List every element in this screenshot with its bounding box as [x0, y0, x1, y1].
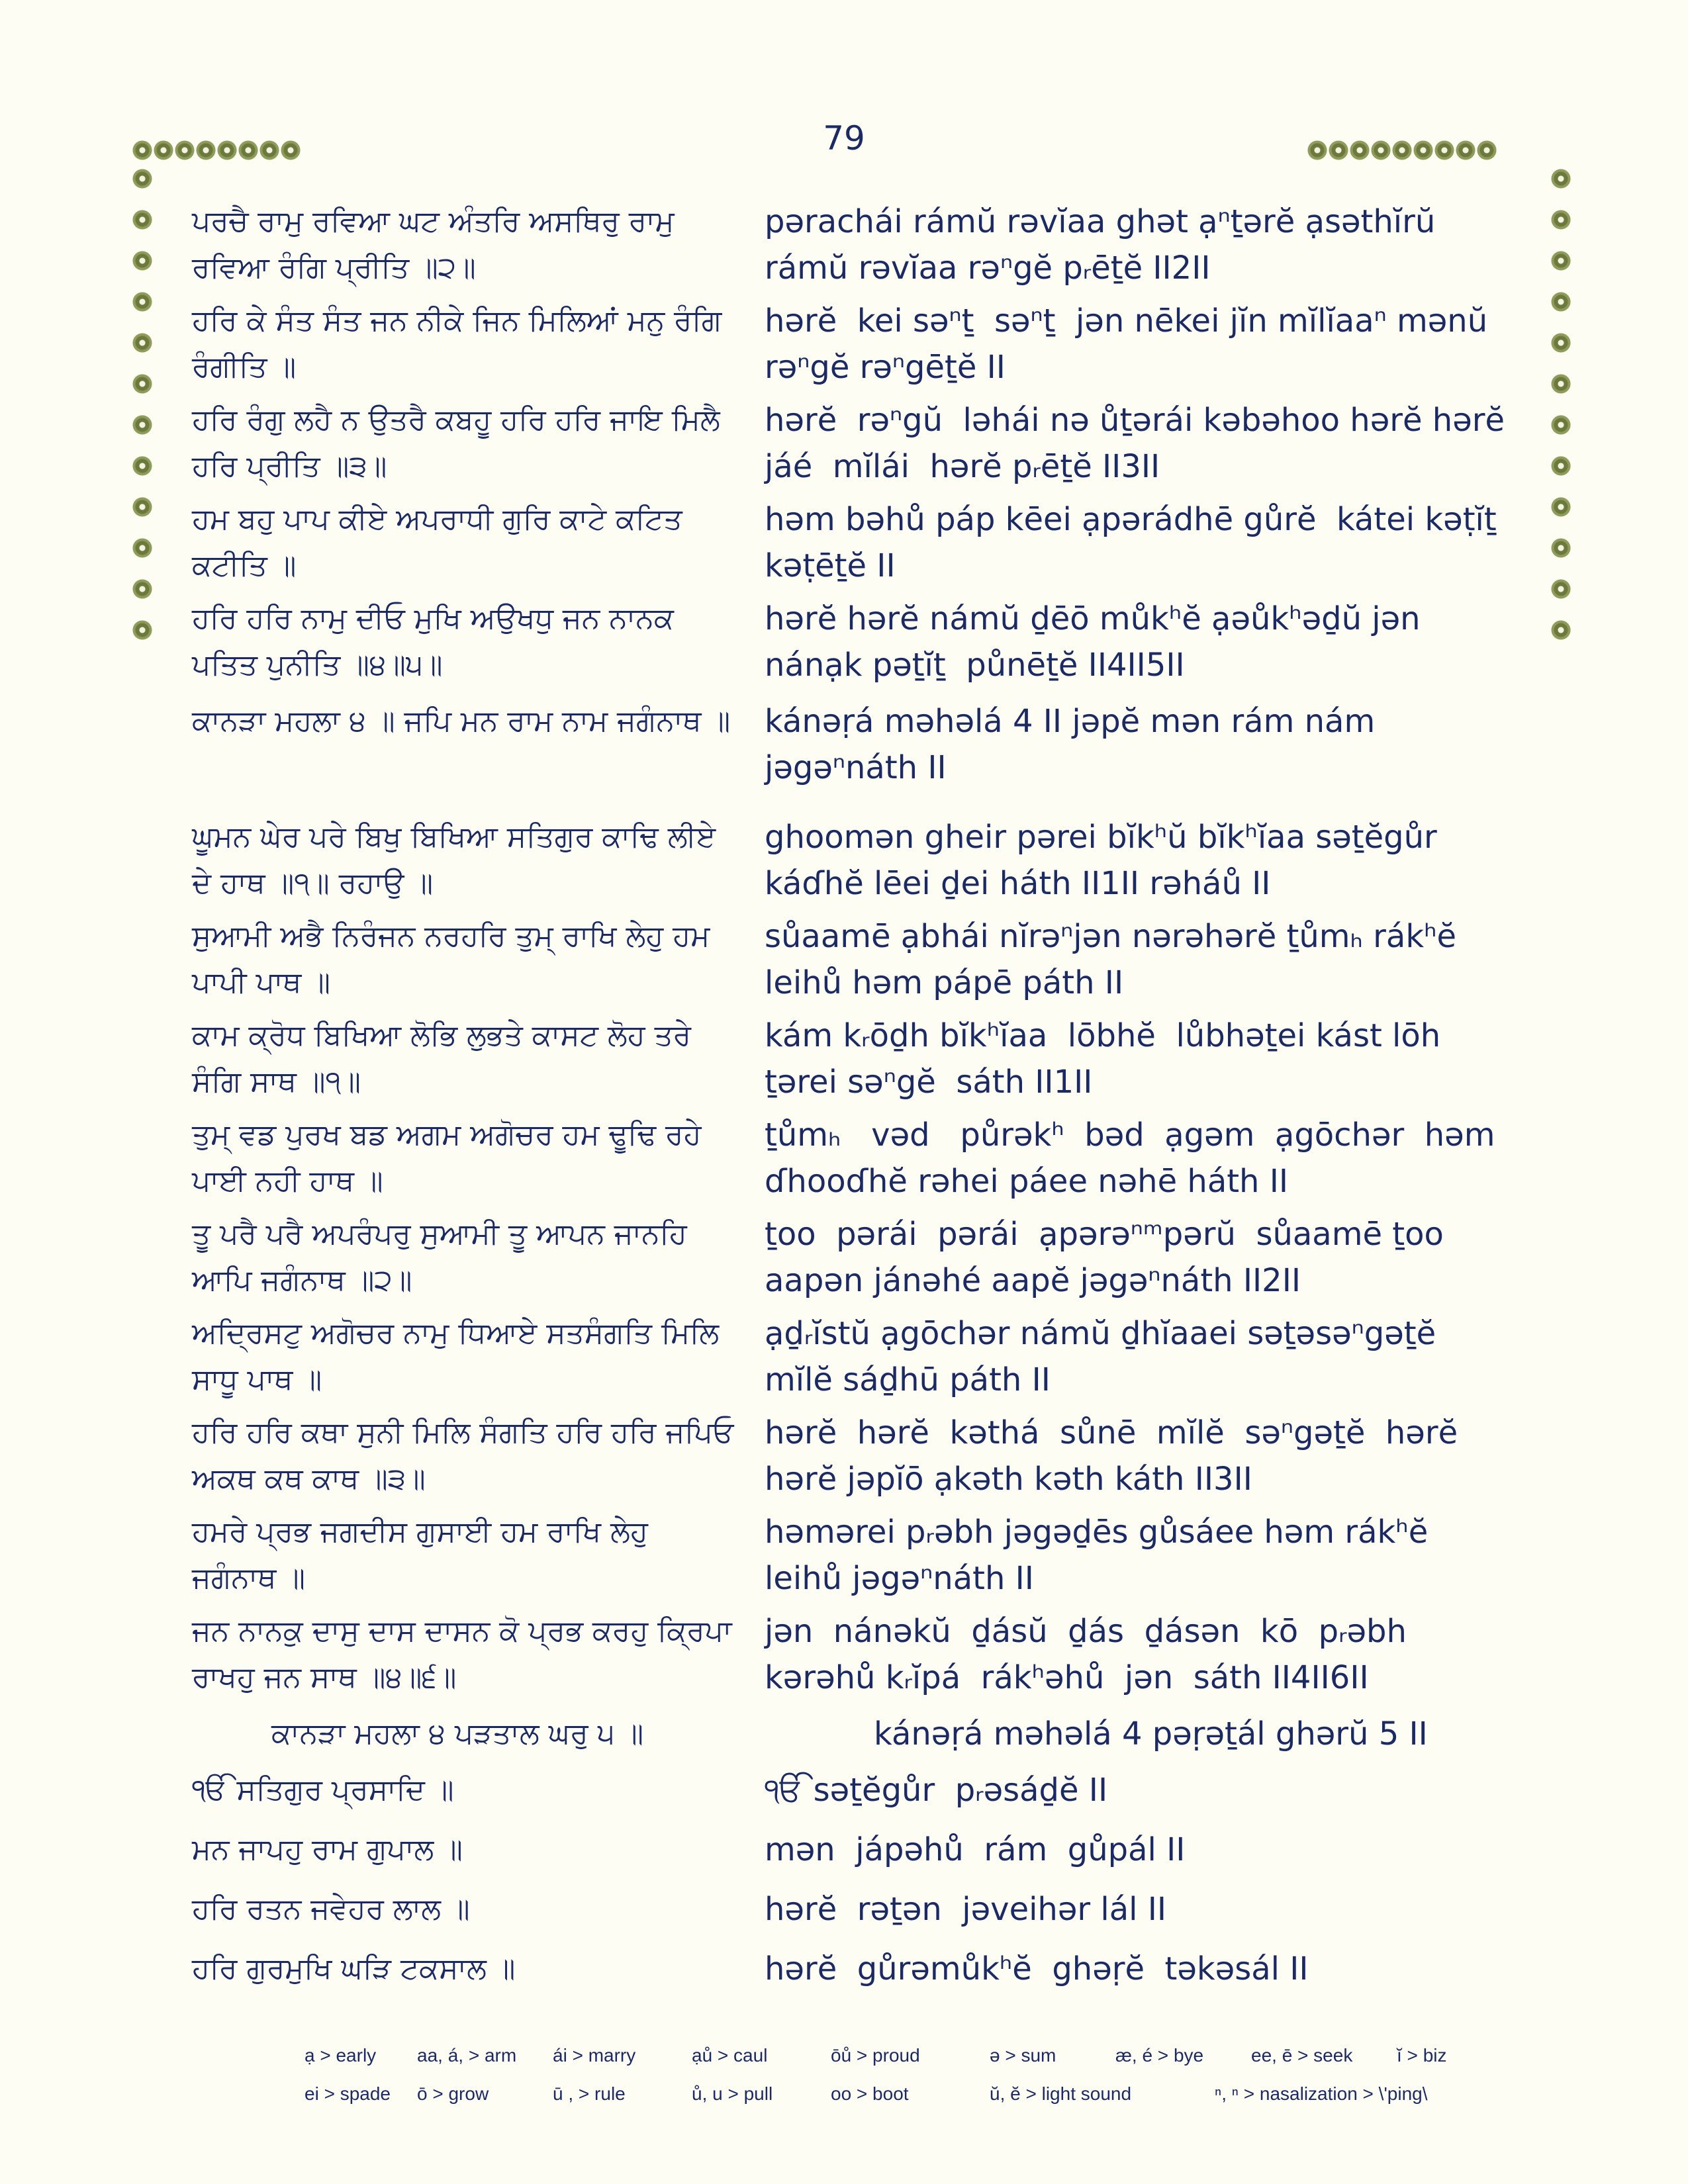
flower-ornament — [1434, 140, 1454, 160]
flower-ornament — [132, 210, 152, 230]
flower-ornament — [132, 140, 152, 160]
flower-ornament — [175, 140, 195, 160]
legend-item: ạů > caul — [692, 2045, 768, 2066]
gurmukhi-verse: ਹਮਰੇ ਪ੍ਰਭ ਜਗਦੀਸ ਗੁਸਾਈ ਹਮ ਰਾਖਿ ਲੇਹੁ ਜਗੰਨਾਥ ॥ — [192, 1515, 648, 1595]
gurmukhi-verse: ਕਾਮ ਕ੍ਰੋਧ ਬਿਖਿਆ ਲੋਭਿ ਲੁਭਤੇ ਕਾਸਟ ਲੋਹ ਤਰੇ ਸੰਗਿ ਸਾਥ ॥੧॥ — [192, 1019, 692, 1099]
gurmukhi-verse: ਕਾਨੜਾ ਮਹਲਾ ੪ ॥ ਜਪਿ ਮਨ ਰਾਮ ਨਾਮ ਜਗੰਨਾਥ ॥ — [192, 704, 731, 738]
flower-ornament — [281, 140, 301, 160]
gurmukhi-verse: ਤੂ ਪਰੈ ਪਰੈ ਅਪਰੰਪਰੁ ਸੁਆਮੀ ਤੂ ਆਪਨ ਜਾਨਹਿ ਆਪਿ ਜਗੰਨਾਥ ॥੨॥ — [192, 1217, 687, 1297]
flower-ornament — [1329, 140, 1348, 160]
gurmukhi-verse: ਅਦ੍ਰਿਸਟੁ ਅਗੋਚਰ ਨਾਮੁ ਧਿਆਏ ਸਤਸੰਗਤਿ ਮਿਲਿ ਸਾਧੂ ਪਾਥ ॥ — [192, 1316, 720, 1396]
legend-item: ů, u > pull — [692, 2083, 773, 2104]
transliteration-verse: pərachái rámŭ rəvĭaa ghət ạⁿṯərĕ ạsəthĭrŭ rámŭ rəvĭaa rəⁿgĕ pᵣēṯĕ II2II — [765, 203, 1446, 287]
gurmukhi-verse: ਸੁਆਮੀ ਅਭੈ ਨਿਰੰਜਨ ਨਰਹਰਿ ਤੁਮ੍ ਰਾਖਿ ਲੇਹੁ ਹਮ ਪਾਪੀ ਪਾਥ ॥ — [192, 919, 710, 999]
transliteration-verse: həm bəhů páp kēei ạpərádhē gůrĕ kátei kəṭĭṯ kəṭēṯĕ II — [765, 501, 1507, 584]
transliteration-verse: ạḏᵣĭstŭ ạgōchər námŭ ḏhĭaaei səṯəsəⁿgəṯĕ mĭlĕ sáḏhū páth II — [765, 1315, 1446, 1398]
transliteration-heading: kánəṛá məhəlá 4 pəṛəṯál ghərŭ 5 II — [874, 1715, 1428, 1752]
flower-ornament — [1551, 292, 1571, 312]
flower-ornament — [132, 620, 152, 640]
flower-ornament — [1551, 579, 1571, 599]
transliteration-verse: hərĕ gůrəmůkʰĕ ghəṛĕ təkəsál II — [765, 1950, 1309, 1987]
flower-ornament — [1551, 251, 1571, 271]
legend-item: ə > sum — [990, 2045, 1056, 2066]
flower-ornament — [154, 140, 173, 160]
gurmukhi-verse: ਹਰਿ ਕੇ ਸੰਤ ਸੰਤ ਜਨ ਨੀਕੇ ਜਿਨ ਮਿਲਿਆਂ ਮਨੁ ਰੰਗਿ ਰੰਗੀਤਿ ॥ — [192, 304, 722, 384]
transliteration-verse: ṯoo pərái pərái ạpərəⁿᵐpərŭ sůaamē ṯoo aapən jánəhé aapĕ jəgəⁿnáth II2II — [765, 1216, 1454, 1299]
flower-ornament — [132, 292, 152, 312]
flower-ornament — [132, 415, 152, 435]
flower-ornament — [196, 140, 216, 160]
transliteration-verse: hərĕ hərĕ námŭ ḏēō můkʰĕ ạəůkʰəḏŭ jən nánạk pəṯĭṯ půnēṯĕ II4II5II — [765, 600, 1430, 684]
flower-ornament — [1551, 210, 1571, 230]
legend-item: ạ > early — [305, 2045, 377, 2066]
legend-item: ōů > proud — [831, 2045, 920, 2066]
legend-item: ŭ, ĕ > light sound — [990, 2083, 1132, 2104]
flower-ornament — [132, 374, 152, 394]
legend-item: ee, ē > seek — [1251, 2045, 1353, 2066]
gurmukhi-verse: ਹਰਿ ਹਰਿ ਨਾਮੁ ਦੀਓ ਮੁਖਿ ਅਉਖਧੁ ਜਨ ਨਾਨਕ ਪਤਿਤ ਪੁਨੀਤਿ ॥੪॥੫॥ — [192, 602, 674, 682]
pronunciation-legend — [305, 2045, 1496, 2124]
gurmukhi-verse: ਤੁਮ੍ ਵਡ ਪੁਰਖ ਬਡ ਅਗਮ ਅਗੋਚਰ ਹਮ ਢੂਢਿ ਰਹੇ ਪਾਈ ਨਹੀ ਹਾਥ ॥ — [192, 1118, 702, 1198]
legend-item: æ, é > bye — [1115, 2045, 1204, 2066]
gurmukhi-verse: ਹਰਿ ਰੰਗੁ ਲਹੈ ਨ ਉਤਰੈ ਕਬਹੂ ਹਰਿ ਹਰਿ ਜਾਇ ਮਿਲੈ ਹਰਿ ਪ੍ਰੀਤਿ ॥੩॥ — [192, 403, 720, 483]
flower-ornament — [1551, 538, 1571, 558]
flower-ornament — [132, 169, 152, 189]
gurmukhi-verse: ਹਰਿ ਹਰਿ ਕਥਾ ਸੁਨੀ ਮਿਲਿ ਸੰਗਤਿ ਹਰਿ ਹਰਿ ਜਪਿਓ ਅਕਥ ਕਥ ਕਾਥ ॥੩॥ — [192, 1416, 734, 1496]
legend-item: ⁿ, ⁿ > nasalization > \'ping\ — [1215, 2083, 1428, 2104]
gurmukhi-verse: ੴ ਸਤਿਗੁਰ ਪ੍ਰਸਾਦਿ ॥ — [192, 1773, 454, 1807]
flower-ornament — [1551, 415, 1571, 435]
legend-item: ĭ > biz — [1397, 2045, 1447, 2066]
flower-ornament — [1551, 333, 1571, 353]
flower-ornament — [1392, 140, 1412, 160]
flower-ornament — [217, 140, 237, 160]
flower-ornament — [259, 140, 279, 160]
flower-ornament — [1456, 140, 1476, 160]
flower-ornament — [132, 579, 152, 599]
flower-ornament — [132, 251, 152, 271]
gurmukhi-verse: ਪਰਚੈ ਰਾਮੁ ਰਵਿਆ ਘਟ ਅੰਤਰਿ ਅਸਥਿਰੁ ਰਾਮੁ ਰਵਿਆ ਰੰਗਿ ਪ੍ਰੀਤਿ ॥੨॥ — [192, 205, 675, 285]
flower-ornament — [1551, 169, 1571, 189]
transliteration-verse: ghoomən gheir pərei bĭkʰŭ bĭkʰĭaa səṯĕgůr káɗhĕ lēei ḏei háth II1II rəháů II — [765, 819, 1448, 902]
flower-ornament — [132, 497, 152, 517]
transliteration-verse: ੴ səṯĕgůr pᵣəsáḏĕ II — [765, 1772, 1108, 1809]
flower-ornament — [132, 333, 152, 353]
flower-ornament — [238, 140, 258, 160]
legend-item: oo > boot — [831, 2083, 909, 2104]
gurmukhi-verse: ਹਮ ਬਹੁ ਪਾਪ ਕੀਏ ਅਪਰਾਧੀ ਗੁਰਿ ਕਾਟੇ ਕਟਿਤ ਕਟੀਤਿ ॥ — [192, 502, 682, 582]
flower-ornament — [1551, 620, 1571, 640]
flower-ornament — [1413, 140, 1433, 160]
gurmukhi-verse: ਹਰਿ ਗੁਰਮੁਖਿ ਘੜਿ ਟਕਸਾਲ ॥ — [192, 1952, 516, 1985]
transliteration-verse: hərĕ kei səⁿṯ səⁿṯ jən nēkei jĭn mĭlĭaaⁿ mənŭ rəⁿgĕ rəⁿgēṯĕ II — [765, 302, 1498, 386]
legend-item: ū , > rule — [553, 2083, 626, 2104]
gurmukhi-verse: ਘੂਮਨ ਘੇਰ ਪਰੇ ਬਿਖੁ ਬਿਖਿਆ ਸਤਿਗੁਰ ਕਾਢਿ ਲੀਏ ਦੇ ਹਾਥ ॥੧॥ ਰਹਾਉ ॥ — [192, 820, 716, 900]
page-number: 79 — [823, 119, 865, 158]
legend-item: ō > grow — [417, 2083, 489, 2104]
gurmukhi-verse: ਜਨ ਨਾਨਕੁ ਦਾਸੁ ਦਾਸ ਦਾਸਨ ਕੋ ਪ੍ਰਭ ਕਰਹੁ ਕ੍ਰਿਪਾ ਰਾਖਹੁ ਜਨ ਸਾਥ ॥੪॥੬॥ — [192, 1614, 732, 1694]
flower-ornament — [1371, 140, 1391, 160]
transliteration-verse: sůaamē ạbhái nĭrəⁿjən nərəhərĕ ṯůmₕ rákʰĕ leihů həm pápē páth II — [765, 918, 1467, 1001]
flower-ornament — [1307, 140, 1327, 160]
gurmukhi-verse: ਮਨ ਜਾਪਹੁ ਰਾਮ ਗੁਪਾਲ ॥ — [192, 1833, 463, 1866]
transliteration-verse: hərĕ rəⁿgŭ ləhái nə ůṯərái kəbəhoo hərĕ hərĕ jáé mĭlái hərĕ pᵣēṯĕ II3II — [765, 402, 1515, 485]
transliteration-verse: mən jápəhů rám gůpál II — [765, 1831, 1186, 1868]
gurmukhi-verse: ਹਰਿ ਰਤਨ ਜਵੇਹਰ ਲਾਲ ॥ — [192, 1892, 470, 1926]
flower-ornament — [132, 456, 152, 476]
flower-ornament — [132, 538, 152, 558]
flower-ornament — [1477, 140, 1497, 160]
flower-ornament — [1551, 497, 1571, 517]
flower-ornament — [1551, 456, 1571, 476]
legend-item: ei > spade — [305, 2083, 391, 2104]
transliteration-verse: jən nánəkŭ ḏásŭ ḏás ḏásən kō pᵣəbh kərəhů kᵣĭpá rákʰəhů jən sáth II4II6II — [765, 1613, 1427, 1696]
transliteration-verse: kánəṛá məhəlá 4 II jəpĕ mən rám nám jəgəⁿnáth II — [765, 703, 1385, 786]
transliteration-verse: ṯůmₕ vəd půrəkʰ bəd ạgəm ạgōchər həm ɗhooɗhĕ rəhei páee nəhē háth II — [765, 1116, 1505, 1200]
transliteration-verse: hərĕ rəṯən jəveihər lál II — [765, 1891, 1167, 1928]
transliteration-verse: həmərei pᵣəbh jəgəḏēs gůsáee həm rákʰĕ leihů jəgəⁿnáth II — [765, 1514, 1438, 1597]
legend-item: aa, á, > arm — [417, 2045, 517, 2066]
legend-item: ái > marry — [553, 2045, 636, 2066]
transliteration-verse: kám kᵣōḏh bĭkʰĭaa lōbhĕ lůbhəṯei kást lōh ṯərei səⁿgĕ sáth II1II — [765, 1017, 1451, 1101]
transliteration-verse: hərĕ hərĕ kəthá sůnē mĭlĕ səⁿgəṯĕ hərĕ hərĕ jəpĭō ạkəth kəth káth II3II — [765, 1414, 1478, 1498]
gurmukhi-heading: ਕਾਨੜਾ ਮਹਲਾ ੪ ਪੜਤਾਲ ਘਰੁ ੫ ॥ — [271, 1717, 644, 1751]
flower-ornament — [1350, 140, 1370, 160]
flower-ornament — [1551, 374, 1571, 394]
